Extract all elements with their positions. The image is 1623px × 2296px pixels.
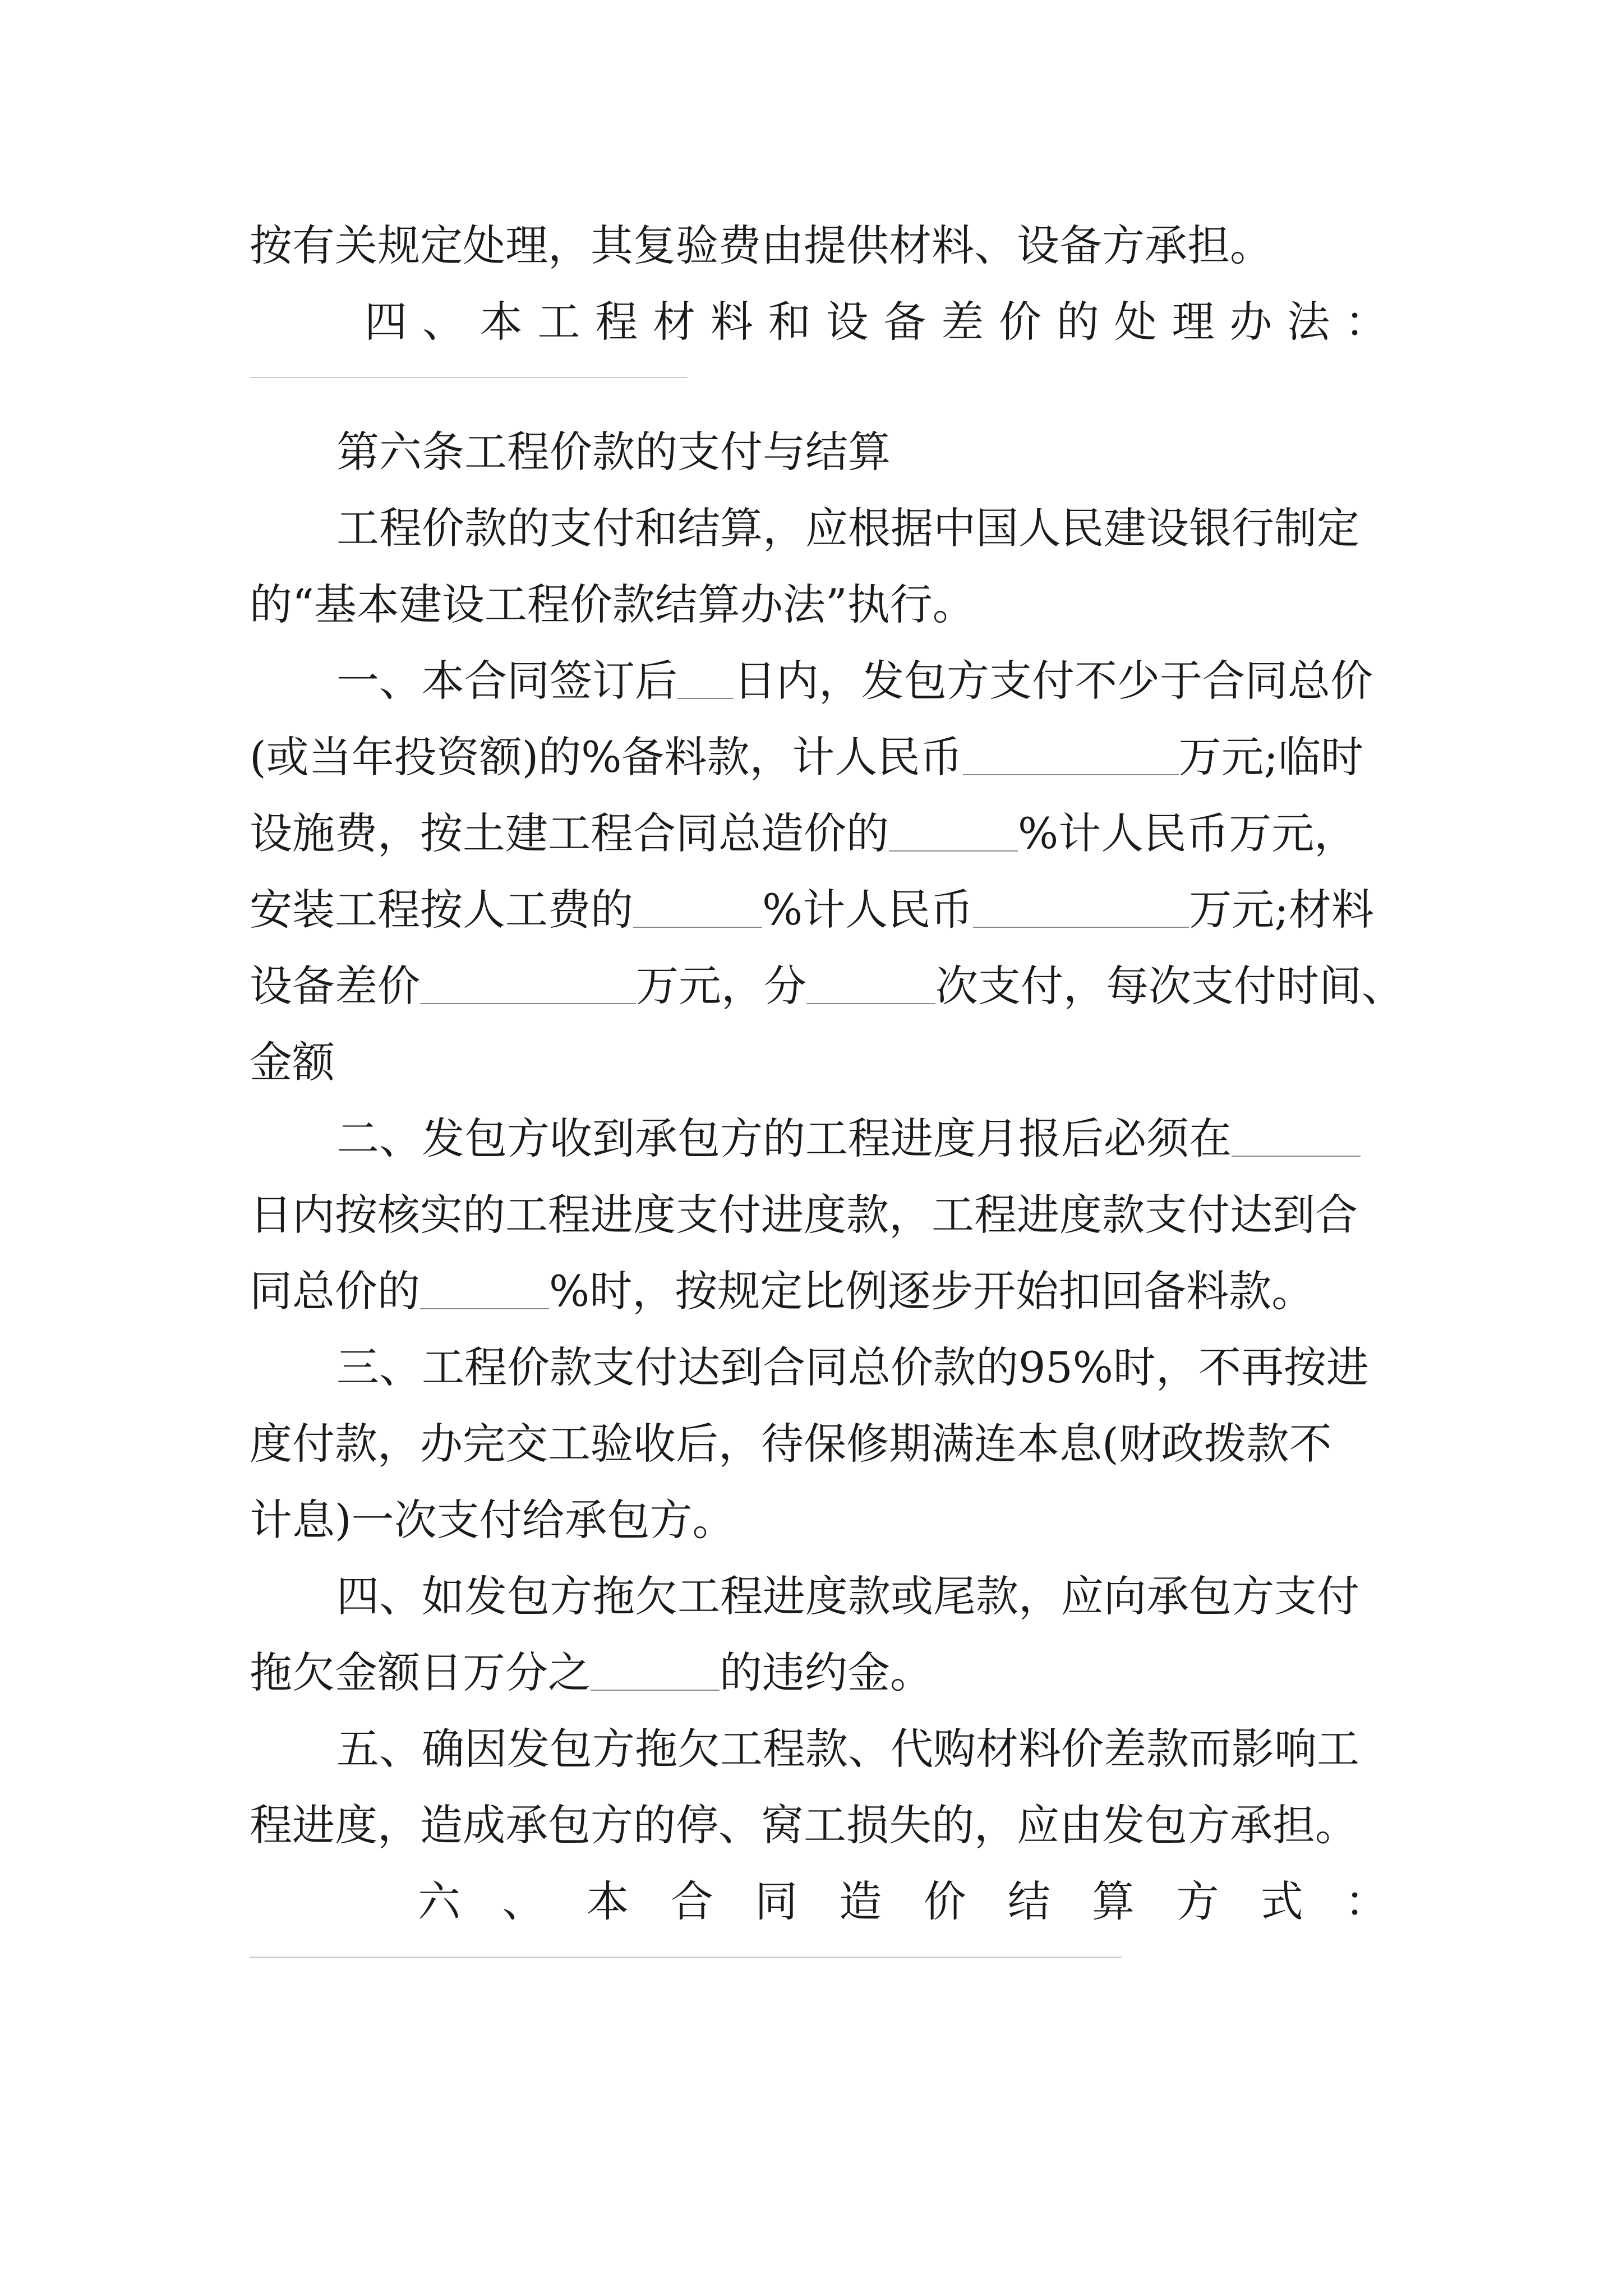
paragraph-line [250,872,1387,948]
paragraph-line [250,1635,1387,1711]
fill-in-blank [889,817,1018,852]
text-segment: (或当年投资额)的%备料款，计人民币 [250,732,963,782]
paragraph-line: 日内按核实的工程进度支付进度款，工程进度款支付达到合 [250,1190,1358,1240]
text-segment: %时，按规定比例逐步开始扣回备料款。 [549,1266,1315,1316]
fill-in-blank [973,893,1189,928]
fill-in-blank [420,969,636,1004]
paragraph-line [250,1101,1387,1177]
fill-in-blank-line [250,1957,1122,1958]
paragraph-line: 计息)一次支付给承包方。 [250,1495,735,1545]
text-segment: 万元，分 [636,961,806,1011]
fill-in-blank [806,969,935,1004]
paragraph-line: 五、确因发包方拖欠工程款、代购材料价差款而影响工 [336,1724,1359,1774]
paragraph-line [250,795,1387,872]
text-segment: 万元;临时 [1178,732,1364,782]
paragraph-line: 的“基本建设工程价款结算办法”执行。 [250,579,975,629]
paragraph-line: 金额 [250,1037,335,1087]
paragraph-line [250,643,1387,719]
fill-in-blank-line [250,377,687,378]
paragraph-line [250,719,1387,795]
fill-in-blank [420,1274,549,1309]
paragraph-line: 按有关规定处理，其复验费由提供材料、设备方承担。 [250,220,1272,270]
article-heading: 第六条工程价款的支付与结算 [336,427,891,477]
section-heading-settlement: 六、本合同造价结算方式： [418,1876,1387,1926]
paragraph-line: 三、工程价款支付达到合同总价款的95%时，不再按进 [336,1342,1369,1392]
text-segment: 的违约金。 [720,1648,933,1697]
fill-in-blank [591,1656,720,1691]
fill-in-blank [1232,1122,1361,1157]
fill-in-blank [677,664,734,699]
text-segment: 二、发包方收到承包方的工程进度月报后必须在 [336,1114,1232,1163]
text-segment: 拖欠金额日万分之 [250,1648,591,1697]
paragraph-line [250,1253,1387,1329]
text-segment: 设施费，按土建工程合同总造价的 [250,808,889,858]
section-heading-material-price: 四、本工程材料和设备差价的处理办法： [365,297,1387,347]
text-segment: 日内，发包方支付不少于合同总价 [734,656,1373,706]
text-segment: 次支付，每次支付时间、 [935,961,1404,1011]
text-segment: 安装工程按人工费的 [250,885,633,935]
paragraph-line [250,948,1404,1024]
paragraph-line: 工程价款的支付和结算，应根据中国人民建设银行制定 [336,503,1359,553]
text-segment: 一、本合同签订后 [336,656,677,706]
paragraph-line: 程进度，造成承包方的停、窝工损失的，应由发包方承担。 [250,1800,1358,1850]
fill-in-blank [963,740,1179,775]
text-segment: %计人民币 [762,885,974,935]
text-segment: 同总价的 [250,1266,420,1316]
fill-in-blank [633,893,762,928]
text-segment: 万元;材料 [1189,885,1374,935]
paragraph-line: 四、如发包方拖欠工程进度款或尾款，应向承包方支付 [336,1571,1359,1621]
paragraph-line: 度付款，办完交工验收后，待保修期满连本息(财政拨款不 [250,1419,1332,1469]
text-segment: 设备差价 [250,961,420,1011]
text-segment: %计人民币万元， [1018,808,1357,858]
